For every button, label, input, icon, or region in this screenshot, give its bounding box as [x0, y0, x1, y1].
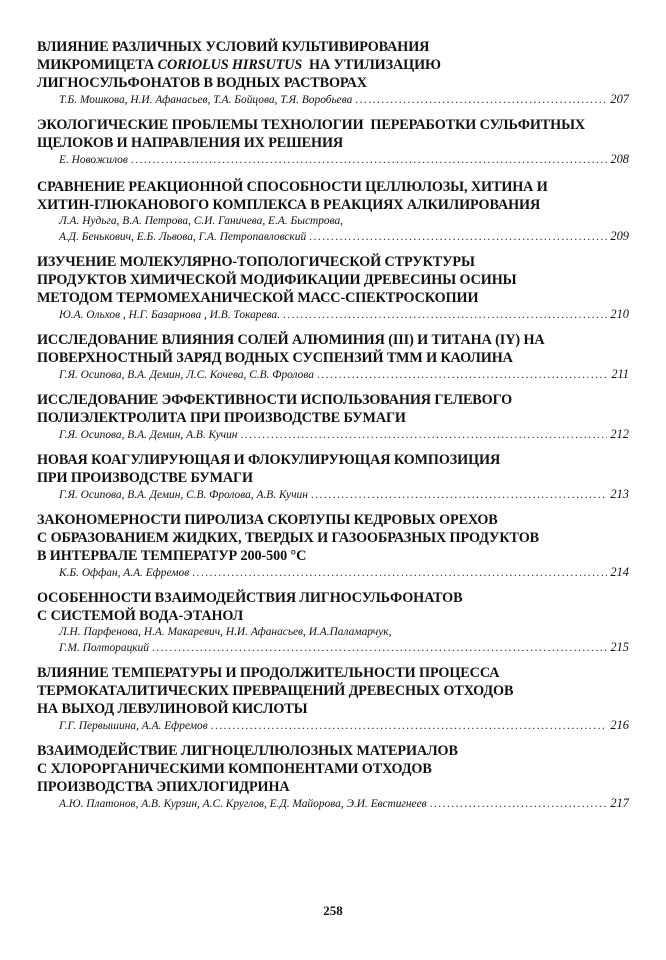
dot-leader [211, 719, 608, 734]
entry-title-line: ЗАКОНОМЕРНОСТИ ПИРОЛИЗА СКОРЛУПЫ КЕДРОВЫХ ОРЕХОВ [37, 512, 498, 528]
entry-page-number[interactable]: 215 [610, 640, 629, 654]
entry-authors: Г.Я. Осипова, В.А. Демин, Л.С. Кочева, С.В. Фролова [59, 369, 314, 381]
table-of-contents [37, 38, 629, 820]
toc-entry [37, 178, 629, 245]
toc-entry [37, 451, 629, 503]
entry-authors: А.Д. Бенькович, Е.Б. Львова, Г.А. Петропавловский [59, 231, 307, 243]
entry-title-line [37, 56, 629, 74]
toc-entry [37, 589, 629, 656]
toc-entry [37, 116, 629, 168]
dot-leader [192, 566, 607, 581]
entry-authors-line [37, 625, 629, 640]
entry-title-line: СРАВНЕНИЕ РЕАКЦИОННОЙ СПОСОБНОСТИ ЦЕЛЛЮЛОЗЫ, ХИТИНА И [37, 179, 548, 195]
entry-page-number[interactable]: 210 [610, 307, 629, 321]
entry-title-line: НОВАЯ КОАГУЛИРУЮЩАЯ И ФЛОКУЛИРУЮЩАЯ КОМПОЗИЦИЯ [37, 452, 501, 468]
entry-title-line: ХИТИН-ГЛЮКАНОВОГО КОМПЛЕКСА В РЕАКЦИЯХ АЛКИЛИРОВАНИЯ [37, 197, 541, 213]
toc-entry [37, 664, 629, 734]
entry-title-line: С ОБРАЗОВАНИЕМ ЖИДКИХ, ТВЕРДЫХ И ГАЗООБРАЗНЫХ ПРОДУКТОВ [37, 530, 540, 546]
entry-authors-line [37, 152, 629, 168]
toc-entry [37, 38, 629, 108]
dot-leader [131, 153, 608, 168]
entry-page-number[interactable]: 207 [610, 92, 629, 106]
entry-title-line: ЩЕЛОКОВ И НАПРАВЛЕНИЯ ИХ РЕШЕНИЯ [37, 135, 344, 151]
entry-authors-line [37, 718, 629, 734]
entry-authors-line [37, 640, 629, 656]
entry-authors-line [37, 367, 629, 383]
entry-title-line: ПРОИЗВОДСТВА ЭПИХЛОГИДРИНА [37, 779, 290, 795]
entry-page-number[interactable]: 214 [610, 565, 629, 579]
entry-title-line: ОСОБЕННОСТИ ВЗАИМОДЕЙСТВИЯ ЛИГНОСУЛЬФОНАТОВ [37, 590, 463, 606]
entry-page-number[interactable]: 213 [610, 487, 629, 501]
page-number: 258 [323, 903, 343, 918]
dot-leader [311, 488, 608, 503]
entry-authors: Л.Н. Парфенова, Н.А. Макаревич, Н.И. Афанасьев, И.А.Паламарчук, [59, 626, 392, 638]
entry-title-line: С СИСТЕМОЙ ВОДА-ЭТАНОЛ [37, 608, 244, 624]
entry-title-line: ИССЛЕДОВАНИЕ ЭФФЕКТИВНОСТИ ИСПОЛЬЗОВАНИЯ ГЕЛЕВОГО [37, 392, 513, 408]
toc-entry [37, 391, 629, 443]
entry-authors-line [37, 229, 629, 245]
dot-leader [317, 368, 608, 383]
entry-title-line: ИССЛЕДОВАНИЕ ВЛИЯНИЯ СОЛЕЙ АЛЮМИНИЯ (III) И ТИТАНА (IY) НА [37, 332, 545, 348]
entry-title-line: ЭКОЛОГИЧЕСКИЕ ПРОБЛЕМЫ ТЕХНОЛОГИИ ПЕРЕРАБОТКИ СУЛЬФИТНЫХ [37, 117, 586, 133]
dot-leader [240, 428, 607, 443]
entry-title-line: ВЛИЯНИЕ РАЗЛИЧНЫХ УСЛОВИЙ КУЛЬТИВИРОВАНИЯ [37, 39, 430, 55]
toc-entry [37, 331, 629, 383]
entry-title-line: ПРИ ПРОИЗВОДСТВЕ БУМАГИ [37, 470, 253, 486]
entry-title-line: ПОВЕРХНОСТНЫЙ ЗАРЯД ВОДНЫХ СУСПЕНЗИЙ ТММ И КАОЛИНА [37, 350, 513, 366]
dot-leader [430, 797, 608, 812]
entry-authors: К.Б. Оффан, А.А. Ефремов [59, 567, 190, 579]
title-segment: МИКРОМИЦЕТА [37, 57, 158, 73]
entry-authors-line [37, 92, 629, 108]
toc-entry [37, 742, 629, 812]
entry-title-line: В ИНТЕРВАЛЕ ТЕМПЕРАТУР 200-500 °С [37, 548, 307, 564]
dot-leader [309, 230, 607, 245]
toc-entry [37, 253, 629, 323]
entry-title-line: ВЗАИМОДЕЙСТВИЕ ЛИГНОЦЕЛЛЮЛОЗНЫХ МАТЕРИАЛОВ [37, 743, 458, 759]
entry-page-number[interactable]: 209 [610, 229, 629, 243]
entry-authors: Г.Я. Осипова, В.А. Демин, С.В. Фролова, А.В. Кучин [59, 489, 308, 501]
entry-authors-line [37, 796, 629, 812]
entry-authors-line [37, 427, 629, 443]
dot-leader [283, 308, 607, 323]
entry-title-line: ПРОДУКТОВ ХИМИЧЕСКОЙ МОДИФИКАЦИИ ДРЕВЕСИНЫ ОСИНЫ [37, 272, 517, 288]
entry-authors: Г.М. Полторацкий [59, 642, 149, 654]
entry-title-line: С ХЛОРОРГАНИЧЕСКИМИ КОМПОНЕНТАМИ ОТХОДОВ [37, 761, 432, 777]
entry-authors: Ю.А. Ольхов , Н.Г. Базарнова , И.В. Токарева. [59, 309, 280, 321]
entry-authors-line [37, 307, 629, 323]
entry-authors-line [37, 565, 629, 581]
entry-page-number[interactable]: 212 [610, 427, 629, 441]
entry-authors-line [37, 214, 629, 229]
entry-authors: Е. Новожилов [59, 154, 128, 166]
species-name-italic: CORIOLUS HIRSUTUS [157, 57, 303, 73]
entry-title-line: НА ВЫХОД ЛЕВУЛИНОВОЙ КИСЛОТЫ [37, 701, 308, 717]
entry-page-number[interactable]: 211 [611, 367, 629, 381]
entry-title-line: ПОЛИЭЛЕКТРОЛИТА ПРИ ПРОИЗВОДСТВЕ БУМАГИ [37, 410, 406, 426]
entry-page-number[interactable]: 208 [610, 152, 629, 166]
title-segment: НА УТИЛИЗАЦИЮ [302, 57, 441, 73]
entry-authors: Г.Я. Осипова, В.А. Демин, А.В. Кучин [59, 429, 238, 441]
dot-leader [355, 93, 607, 108]
entry-authors: Т.Б. Мошкова, Н.И. Афанасьев, Т.А. Бойцова, Т.Я. Воробьева [59, 94, 353, 106]
entry-title-line: ТЕРМОКАТАЛИТИЧЕСКИХ ПРЕВРАЩЕНИЙ ДРЕВЕСНЫХ ОТХОДОВ [37, 683, 514, 699]
dot-leader [152, 641, 607, 656]
entry-page-number[interactable]: 216 [610, 718, 629, 732]
toc-entry [37, 511, 629, 581]
entry-title-line: ВЛИЯНИЕ ТЕМПЕРАТУРЫ И ПРОДОЛЖИТЕЛЬНОСТИ ПРОЦЕССА [37, 665, 500, 681]
entry-title-line: МЕТОДОМ ТЕРМОМЕХАНИЧЕСКОЙ МАСС-СПЕКТРОСКОПИИ [37, 290, 479, 306]
entry-title-line: ИЗУЧЕНИЕ МОЛЕКУЛЯРНО-ТОПОЛОГИЧЕСКОЙ СТРУКТУРЫ [37, 254, 475, 270]
entry-authors: Л.А. Нудьга, В.А. Петрова, С.И. Ганичева, Е.А. Быстрова, [59, 215, 344, 227]
entry-page-number[interactable]: 217 [610, 796, 629, 810]
entry-authors: Г.Г. Первышина, А.А. Ефремов [59, 720, 208, 732]
entry-title-line: ЛИГНОСУЛЬФОНАТОВ В ВОДНЫХ РАСТВОРАХ [37, 75, 367, 91]
entry-authors: А.Ю. Платонов, А.В. Курзин, А.С. Круглов, Е.Д. Майорова, Э.И. Евстигнеев [59, 798, 427, 810]
entry-authors-line [37, 487, 629, 503]
